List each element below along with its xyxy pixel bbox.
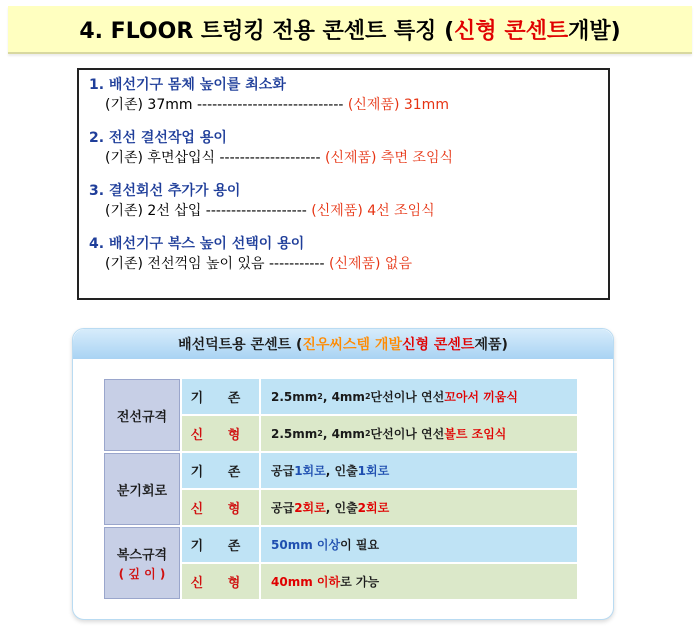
category-label: 복스규격 [116, 548, 168, 563]
row-value-box-old [261, 527, 577, 562]
feature-compare [89, 148, 598, 168]
comparison-panel [72, 328, 614, 620]
feature-heading: 3. 결선회선 추가가 용이 [89, 183, 241, 199]
feature-item [89, 235, 598, 274]
cell-text: 2.5mm [271, 426, 318, 441]
row-label-new: 신 형 [182, 490, 259, 525]
row-value-wire-new [261, 416, 577, 451]
cell-text: , 인출 [325, 501, 358, 515]
comparison-table [104, 379, 585, 617]
cell-text: , 인출 [325, 464, 358, 478]
cell-sup: 2 [364, 392, 371, 401]
cell-highlight: 40mm 이하 [271, 575, 341, 589]
feature-heading: 1. 배선기구 몸체 높이를 최소화 [89, 77, 286, 93]
feature-old: (기존) 2선 삽입 -------------------- [105, 203, 312, 219]
panel-head-product: 신형 콘센트 [401, 337, 475, 353]
row-value-branch-old [261, 453, 577, 488]
title-suffix: 개발) [568, 18, 621, 44]
cell-sup: 2 [317, 392, 323, 401]
row-label-old: 기 존 [182, 379, 259, 414]
feature-new: (신제품) 31mm [347, 97, 449, 113]
category-label: 분기회로 [116, 483, 168, 499]
cell-highlight: 2회로 [357, 501, 390, 515]
cell-text: 단선이나 연선 [370, 390, 445, 404]
cell-text: , 4mm [322, 389, 365, 404]
row-label-old: 기 존 [182, 453, 259, 488]
feature-heading: 2. 전선 결선작업 용이 [89, 130, 227, 146]
cell-sup: 2 [364, 429, 371, 438]
cell-highlight: 2회로 [294, 501, 326, 515]
cell-text: 로 가능 [340, 575, 380, 589]
cell-text: 공급 [271, 501, 295, 515]
feature-compare [89, 201, 598, 221]
row-value-branch-new [261, 490, 577, 525]
feature-list [77, 68, 610, 300]
page-title [8, 6, 692, 54]
feature-old: (기존) 37mm ----------------------------- [105, 97, 348, 113]
feature-item [89, 129, 598, 168]
cell-text: 2.5mm [271, 389, 318, 404]
category-wire-spec [104, 379, 180, 451]
cell-text: , 4mm [322, 426, 365, 441]
cell-text: 공급 [271, 464, 295, 478]
panel-header [73, 329, 613, 359]
feature-new: (신제품) 없음 [328, 256, 412, 272]
cell-highlight: 꼬아서 끼움식 [444, 390, 518, 404]
title-prefix: 4. FLOOR 트렁킹 전용 콘센트 특징 ( [79, 18, 455, 44]
title-highlight: 신형 콘센트 [454, 18, 569, 44]
panel-head-prefix: 배선덕트용 콘센트 ( [178, 337, 303, 353]
category-sublabel: ( 깊 이 ) [118, 567, 166, 581]
cell-highlight: 50mm 이상 [271, 538, 341, 552]
cell-highlight: 1회로 [357, 464, 390, 478]
feature-new: (신제품) 측면 조임식 [324, 150, 454, 166]
cell-sup: 2 [317, 429, 323, 438]
category-branch-circuit [104, 453, 180, 525]
cell-highlight: 볼트 조임식 [444, 427, 507, 441]
feature-compare [89, 95, 598, 115]
feature-heading: 4. 배선기구 복스 높이 선택이 용이 [89, 236, 305, 252]
feature-item [89, 182, 598, 221]
feature-compare [89, 254, 598, 274]
panel-head-suffix: 제품) [474, 337, 508, 353]
row-value-box-new [261, 564, 577, 599]
feature-item [89, 76, 598, 115]
panel-head-company: 진우씨스템 개발 [302, 337, 402, 353]
row-label-new: 신 형 [182, 416, 259, 451]
row-label-old: 기 존 [182, 527, 259, 562]
feature-old: (기존) 전선꺽임 높이 있음 ----------- [105, 256, 329, 272]
cell-highlight: 1회로 [294, 464, 326, 478]
row-value-wire-old [261, 379, 577, 414]
row-label-new: 신 형 [182, 564, 259, 599]
category-box-spec [104, 527, 180, 599]
cell-text: 이 필요 [340, 538, 380, 552]
feature-new: (신제품) 4선 조임식 [311, 203, 435, 219]
cell-text: 단선이나 연선 [370, 427, 445, 441]
category-label: 전선규격 [116, 409, 168, 425]
feature-old: (기존) 후면삽입식 -------------------- [105, 150, 325, 166]
